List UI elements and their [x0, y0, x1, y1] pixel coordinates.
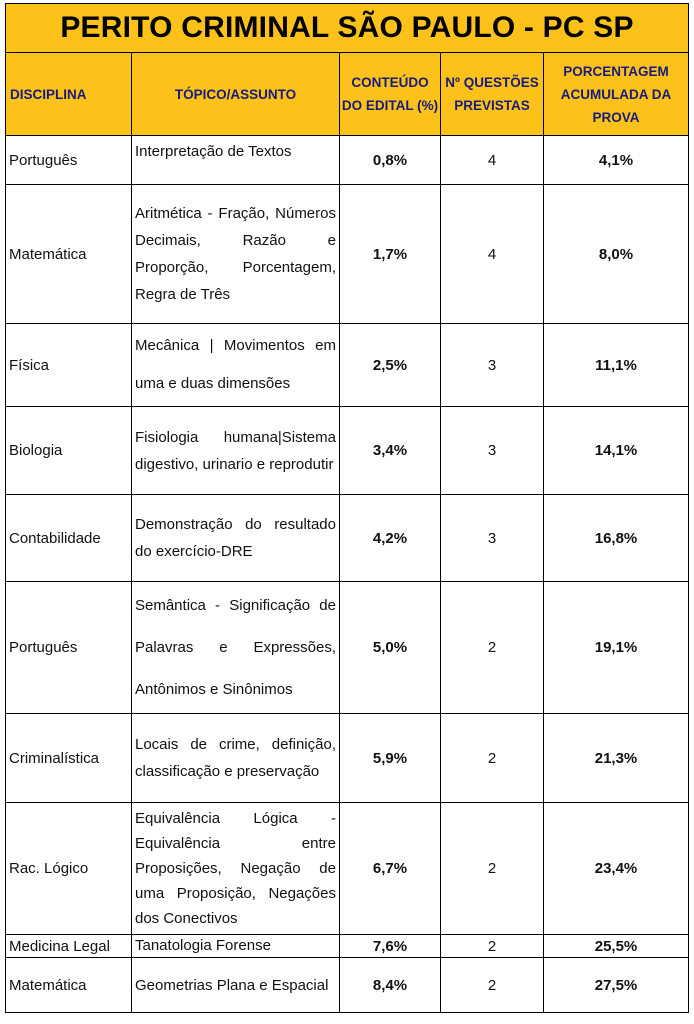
header-row [6, 53, 689, 136]
cell-questoes: 2 [441, 935, 544, 958]
cell-topico: Interpretação de Textos [132, 136, 340, 185]
table-row [6, 935, 689, 958]
cell-conteudo: 5,9% [340, 714, 441, 803]
table-row [6, 582, 689, 714]
cell-conteudo: 1,7% [340, 185, 441, 324]
cell-topico: Mecânica | Movimentos em uma e duas dimensões [132, 324, 340, 407]
cell-topico: Geometrias Plana e Espacial [132, 958, 340, 1013]
table-row [6, 958, 689, 1013]
cell-acumulada: 8,0% [544, 185, 689, 324]
header-porcentagem: PORCENTAGEM ACUMULADA DA PROVA [544, 53, 689, 136]
cell-disciplina: Física [6, 324, 132, 407]
cell-questoes: 2 [441, 803, 544, 935]
table-row [6, 185, 689, 324]
cell-disciplina: Contabilidade [6, 495, 132, 582]
cell-acumulada: 23,4% [544, 803, 689, 935]
cell-disciplina: Matemática [6, 185, 132, 324]
cell-conteudo: 5,0% [340, 582, 441, 714]
header-disciplina: DISCIPLINA [6, 53, 132, 136]
cell-questoes: 4 [441, 185, 544, 324]
cell-disciplina: Português [6, 136, 132, 185]
header-topico: TÓPICO/ASSUNTO [132, 53, 340, 136]
cell-disciplina: Criminalística [6, 714, 132, 803]
header-questoes: Nº QUESTÕES PREVISTAS [441, 53, 544, 136]
cell-topico: Equivalência Lógica - Equivalência entre Proposições, Negação de uma Proposição, Negações dos Conectivos [132, 803, 340, 935]
cell-topico: Fisiologia humana|Sistema digestivo, urinario e reprodutir [132, 407, 340, 495]
table-row [6, 495, 689, 582]
table-row [6, 136, 689, 185]
cell-acumulada: 14,1% [544, 407, 689, 495]
cell-acumulada: 4,1% [544, 136, 689, 185]
cell-conteudo: 6,7% [340, 803, 441, 935]
cell-topico: Semântica - Significação de Palavras e Expressões, Antônimos e Sinônimos [132, 582, 340, 714]
cell-topico: Tanatologia Forense [132, 935, 340, 958]
header-conteudo: CONTEÚDO DO EDITAL (%) [340, 53, 441, 136]
cell-conteudo: 2,5% [340, 324, 441, 407]
table-row [6, 324, 689, 407]
exam-topics-table [5, 3, 689, 1013]
cell-acumulada: 21,3% [544, 714, 689, 803]
cell-acumulada: 27,5% [544, 958, 689, 1013]
cell-conteudo: 8,4% [340, 958, 441, 1013]
cell-disciplina: Rac. Lógico [6, 803, 132, 935]
cell-disciplina: Português [6, 582, 132, 714]
cell-questoes: 3 [441, 407, 544, 495]
cell-disciplina: Medicina Legal [6, 935, 132, 958]
table-row [6, 714, 689, 803]
cell-topico: Aritmética - Fração, Números Decimais, Razão e Proporção, Porcentagem, Regra de Três [132, 185, 340, 324]
cell-conteudo: 4,2% [340, 495, 441, 582]
cell-conteudo: 0,8% [340, 136, 441, 185]
cell-disciplina: Biologia [6, 407, 132, 495]
cell-questoes: 2 [441, 958, 544, 1013]
exam-table-container [5, 3, 688, 1013]
cell-conteudo: 3,4% [340, 407, 441, 495]
table-row [6, 407, 689, 495]
table-title: PERITO CRIMINAL SÃO PAULO - PC SP [6, 4, 689, 53]
cell-disciplina: Matemática [6, 958, 132, 1013]
cell-topico: Locais de crime, definição, classificação e preservação [132, 714, 340, 803]
cell-questoes: 3 [441, 495, 544, 582]
cell-topico: Demonstração do resultado do exercício-DRE [132, 495, 340, 582]
cell-questoes: 2 [441, 582, 544, 714]
cell-conteudo: 7,6% [340, 935, 441, 958]
cell-questoes: 3 [441, 324, 544, 407]
cell-acumulada: 25,5% [544, 935, 689, 958]
table-row [6, 803, 689, 935]
cell-questoes: 2 [441, 714, 544, 803]
cell-acumulada: 16,8% [544, 495, 689, 582]
cell-acumulada: 11,1% [544, 324, 689, 407]
cell-questoes: 4 [441, 136, 544, 185]
cell-acumulada: 19,1% [544, 582, 689, 714]
